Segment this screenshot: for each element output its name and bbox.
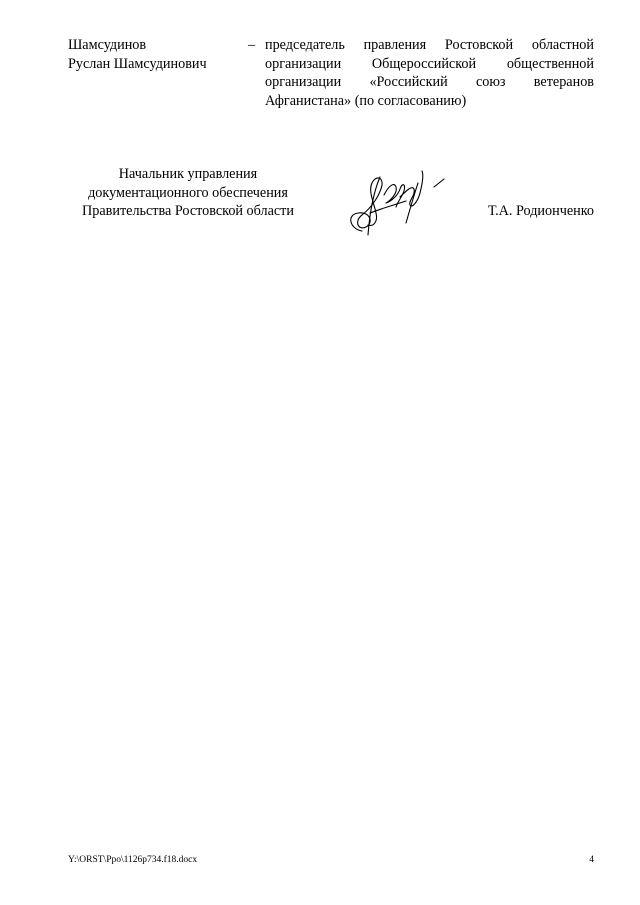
handwritten-signature-icon [340, 165, 460, 243]
member-role-line: организации «Российский союз ветеранов [265, 74, 594, 90]
page-number: 4 [589, 855, 594, 865]
footer-file-path: Y:\ORST\Ppo\1126p734.f18.docx [68, 855, 198, 865]
member-name [68, 36, 228, 73]
member-role-line: организации Общероссийской общественной [265, 55, 594, 72]
position-line: Правительства Ростовской области [82, 203, 294, 219]
signature-block [68, 165, 594, 245]
member-given-names: Руслан Шамсудинович [68, 55, 207, 72]
member-surname: Шамсудинов [68, 37, 147, 53]
member-dash: – [248, 37, 256, 53]
member-role-line: председатель правления Ростовской областной [265, 37, 594, 53]
position-line: Начальник управления [118, 166, 258, 182]
position-line: документационного обеспечения [88, 184, 288, 201]
signer-name: Т.А. Родионченко [487, 203, 594, 219]
member-role [265, 36, 594, 110]
signer-position [68, 165, 308, 221]
member-role-line: Афганистана» (по согласованию) [265, 92, 467, 109]
